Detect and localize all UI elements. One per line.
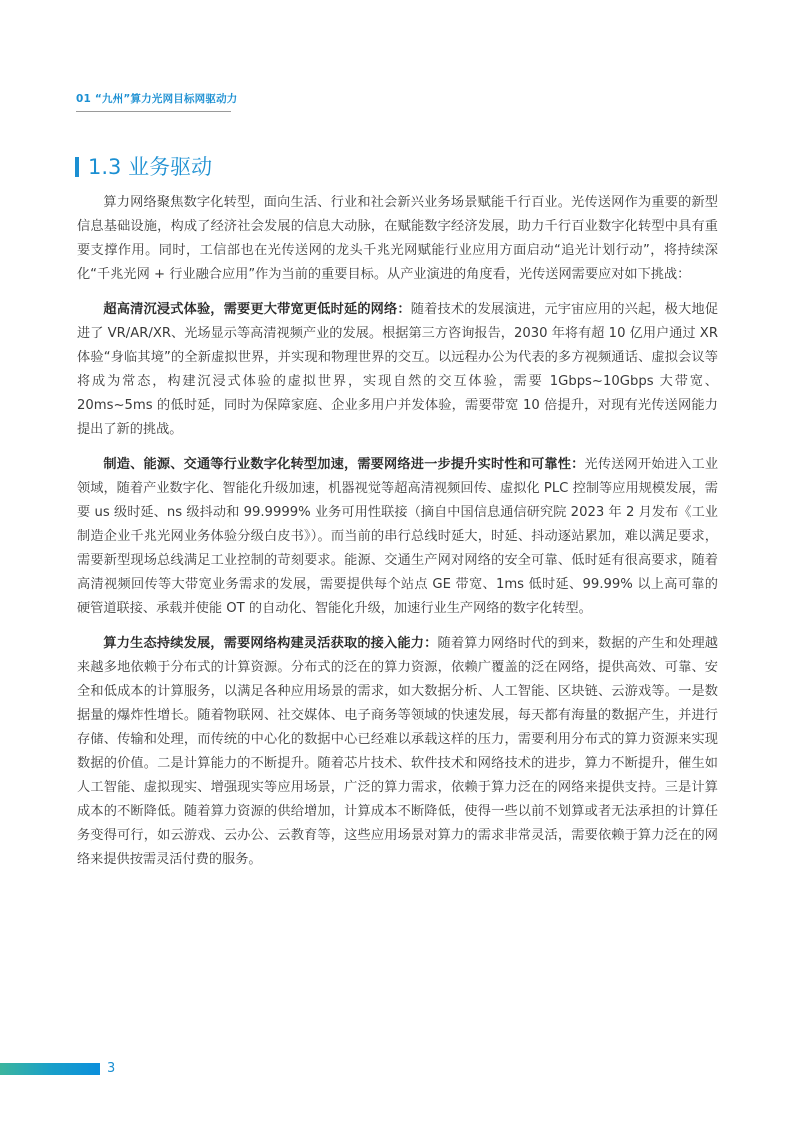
paragraph-lead: 超高清沉浸式体验，需要更大带宽更低时延的网络： [103,302,411,317]
paragraph-body: 算力网络聚焦数字化转型，面向生活、行业和社会新兴业务场景赋能千行百业。光传送网作为重要的新型信息基础设施，构成了经济社会发展的信息大动脉，在赋能数字经济发展，助力千行百业数字化转型中具有重要支撑作用。同时，工信部也在光传送网的龙头千兆光网赋能行业应用方面启动“追光计划行动”，将持续深化“千兆光网 + 行业融合应用”作为当前的重要目标。从产业演进的角度看，光传送网需要应对如下挑战： [77,195,718,282]
paragraph-body: 光传送网开始进入工业领域，随着产业数字化、智能化升级加速，机器视觉等超高清视频回传、虚拟化 PLC 控制等应用规模发展，需要 us 级时延、ns 级抖动和 99.9999% 业务可用性联接（摘自中国信息通信研究院 2023 年 2 月发布《工业制造企业千兆光网业务体验分级白皮书》）。而当前的串行总线时延大，时延、抖动逐站累加，难以满足要求，需要新型现场总线满足工业控制的苛刻要求。能源、交通生产网对网络的安全可靠、低时延有很高要求，随着高清视频回传等大带宽业务需求的发展，需要提供每个站点 GE 带宽、1ms 低时延、99.99% 以上高可靠的硬管道联接、承载并使能 OT 的自动化、智能化升级，加速行业生产网络的数字化转型。 [77,457,719,616]
paragraph-lead: 算力生态持续发展，需要网络构建灵活获取的接入能力： [103,636,438,651]
body-text [77,191,718,883]
paragraph-lead: 制造、能源、交通等行业数字化转型加速，需要网络进一步提升实时性和可靠性： [103,457,585,472]
page-number: 3 [107,1061,116,1076]
paragraph-body: 随着技术的发展演进，元宇宙应用的兴起，极大地促进了 VR/AR/XR、光场显示等高清视频产业的发展。根据第三方咨询报告，2030 年将有超 10 亿用户通过 XR 体验“身临其境”的全新虚拟世界，并实现和物理世界的交互。以远程办公为代表的多方视频通话、虚拟会议等将成为常态，构建沉浸式体验的虚拟世界，实现自然的交互体验，需要 1Gbps~10Gbps 大带宽、20ms~5ms 的低时延，同时为保障家庭、企业多用户并发体验，需要带宽 10 倍提升，对现有光传送网能力提出了新的挑战。 [77,302,719,437]
paragraph-intro [77,191,718,287]
running-header: 01 “九州”算力光网目标网驱动力 [76,92,231,112]
paragraph-body: 随着算力网络时代的到来，数据的产生和处理越来越多地依赖于分布式的计算资源。分布式的泛在的算力资源，依赖广覆盖的泛在网络，提供高效、可靠、安全和低成本的计算服务，以满足各种应用场景的需求，如大数据分析、人工智能、区块链、云游戏等。一是数据量的爆炸性增长。随着物联网、社交媒体、电子商务等领域的快速发展，每天都有海量的数据产生，并进行存储、传输和处理，而传统的中心化的数据中心已经难以承载这样的压力，需要利用分布式的算力资源来实现数据的价值。二是计算能力的不断提升。随着芯片技术、软件技术和网络技术的进步，算力不断提升，催生如人工智能、虚拟现实、增强现实等应用场景，广泛的算力需求，依赖于算力泛在的网络来提供支持。三是计算成本的不断降低。随着算力资源的供给增加，计算成本不断降低，使得一些以前不划算或者无法承担的计算任务变得可行，如云游戏、云办公、云教育等，这些应用场景对算力的需求非常灵活，需要依赖于算力泛在的网络来提供按需灵活付费的服务。 [77,636,718,867]
paragraph-immersive-experience [77,298,718,442]
paragraph-computing-ecosystem [77,632,718,872]
section-heading [75,154,212,180]
heading-accent-bar [75,157,79,177]
paragraph-industry-digitalization [77,453,718,621]
footer-gradient-bar [0,1063,100,1075]
section-title: 1.3 业务驱动 [88,155,213,179]
